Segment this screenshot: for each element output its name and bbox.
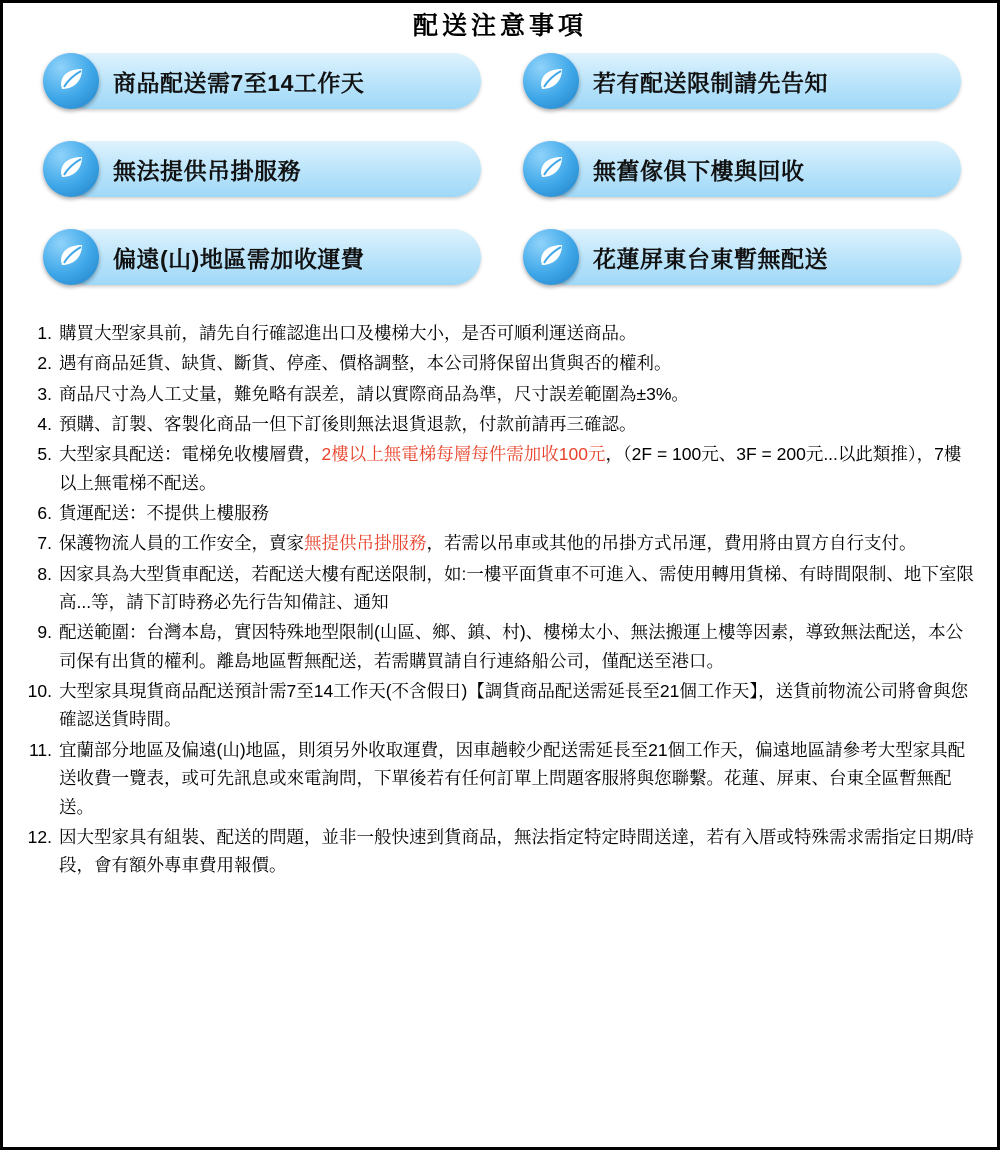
page-title: 配送注意事項 xyxy=(412,12,587,40)
note-text xyxy=(59,677,975,734)
note-text xyxy=(59,349,975,377)
note-text xyxy=(59,440,975,497)
note-text xyxy=(59,499,975,527)
note-text xyxy=(59,823,975,880)
note-number: 12. xyxy=(27,826,52,847)
note-text-segment: ，（2F = 100元、3F = 200元...以此類推），7樓以上無電梯不配送。 xyxy=(59,444,962,493)
note-text-segment: ，若需以吊車或其他的吊掛方式吊運，費用將由買方自行支付。 xyxy=(426,533,917,554)
note-item xyxy=(25,319,975,347)
note-text-segment: 遇有商品延貨、缺貨、斷貨、停產、價格調整，本公司將保留出貨與否的權利。 xyxy=(59,353,672,374)
feature-pill-label: 無法提供吊掛服務 xyxy=(113,157,301,184)
feature-pill-grid xyxy=(3,45,997,309)
feature-pill-label: 若有配送限制請先告知 xyxy=(593,69,828,96)
note-text xyxy=(59,529,975,557)
note-number: 10. xyxy=(27,681,52,702)
feature-pill xyxy=(43,229,523,285)
note-text-segment: 因大型家具有組裝、配送的問題，並非一般快速到貨商品，無法指定特定時間送達，若有入厝或特殊需求需指定日期/時段，會有額外專車費用報價。 xyxy=(59,826,974,876)
note-item xyxy=(25,440,975,497)
note-number: 7. xyxy=(37,533,52,554)
note-number: 9. xyxy=(37,622,52,643)
note-text-segment: 購買大型家具前，請先自行確認進出口及樓梯大小，是否可順利運送商品。 xyxy=(59,323,637,343)
feature-pill xyxy=(523,141,1000,197)
note-text-highlight: 2樓以上無電梯每層每件需加收100元 xyxy=(321,444,606,465)
note-item xyxy=(25,349,975,377)
notes-list xyxy=(3,309,997,880)
leaf-check-icon xyxy=(43,229,99,285)
page-title-bar xyxy=(3,3,997,45)
feature-pill xyxy=(523,229,1000,285)
leaf-check-icon xyxy=(43,141,99,197)
leaf-check-icon xyxy=(523,229,579,285)
note-number: 5. xyxy=(37,444,52,465)
feature-pill xyxy=(523,53,1000,109)
note-text xyxy=(59,319,975,347)
note-text-segment: 因家具為大型貨車配送，若配送大樓有配送限制，如:一樓平面貨車不可進入、需使用轉用貨梯、有時間限制、地下室限高...等，請下訂時務必先行告知備註、通知 xyxy=(59,563,974,613)
note-number: 3. xyxy=(37,383,52,404)
note-item xyxy=(25,823,975,880)
note-text xyxy=(59,380,975,408)
note-text-segment: 商品尺寸為人工丈量，難免略有誤差，請以實際商品為準，尺寸誤差範圍為±3%。 xyxy=(59,383,689,404)
note-text-segment: 配送範圍：台灣本島，實因特殊地型限制(山區、鄉、鎮、村)、樓梯太小、無法搬運上樓等因素，導致無法配送，本公司保有出貨的權利。離島地區暫無配送，若需購買請自行連絡船公司，僅配送至港口。 xyxy=(59,622,964,671)
leaf-check-icon xyxy=(523,53,579,109)
note-text-segment: 宜蘭部分地區及偏遠(山)地區，則須另外收取運費，因車趟較少配送需延長至21個工作天，偏遠地區請參考大型家具配送收費一覽表，或可先訊息或來電詢問，下單後若有任何訂單上問題客服將與您聯繫。花蓮、屏東、台東全區暫無配送。 xyxy=(59,739,966,817)
note-text-segment: 大型家具現貨商品配送預計需7至14工作天(不含假日)【調貨商品配送需延長至21個工作天】，送貨前物流公司將會與您確認送貨時間。 xyxy=(59,681,969,730)
feature-pill-label: 花蓮屏東台東暫無配送 xyxy=(593,245,828,272)
feature-pill xyxy=(43,53,523,109)
note-item xyxy=(25,560,975,617)
note-item xyxy=(25,380,975,408)
note-item xyxy=(25,410,975,438)
note-text xyxy=(59,736,975,821)
note-item xyxy=(25,677,975,734)
feature-pill-label: 商品配送需7至14工作天 xyxy=(113,69,365,96)
note-number: 8. xyxy=(37,563,52,584)
note-text-segment: 預購、訂製、客製化商品一但下訂後則無法退貨退款，付款前請再三確認。 xyxy=(59,414,637,435)
feature-pill-label: 無舊傢俱下樓與回收 xyxy=(593,157,805,184)
leaf-check-icon xyxy=(523,141,579,197)
note-text xyxy=(59,560,975,617)
note-text xyxy=(59,410,975,438)
note-item xyxy=(25,736,975,821)
note-text-highlight: 無提供吊掛服務 xyxy=(304,533,427,554)
note-number: 6. xyxy=(37,503,52,524)
note-number: 11. xyxy=(28,739,52,760)
note-text-segment: 貨運配送：不提供上樓服務 xyxy=(59,503,269,524)
note-number: 1. xyxy=(37,323,52,343)
note-text-segment: 保護物流人員的工作安全，賣家 xyxy=(59,533,304,554)
note-item xyxy=(25,499,975,527)
feature-pill xyxy=(43,141,523,197)
note-text-segment: 大型家具配送：電梯免收樓層費， xyxy=(59,444,322,465)
feature-pill-label: 偏遠(山)地區需加收運費 xyxy=(113,245,365,272)
note-number: 2. xyxy=(37,353,52,374)
note-number: 4. xyxy=(37,414,52,435)
leaf-check-icon xyxy=(43,53,99,109)
note-text xyxy=(59,618,975,675)
note-item xyxy=(25,618,975,675)
note-item xyxy=(25,529,975,557)
